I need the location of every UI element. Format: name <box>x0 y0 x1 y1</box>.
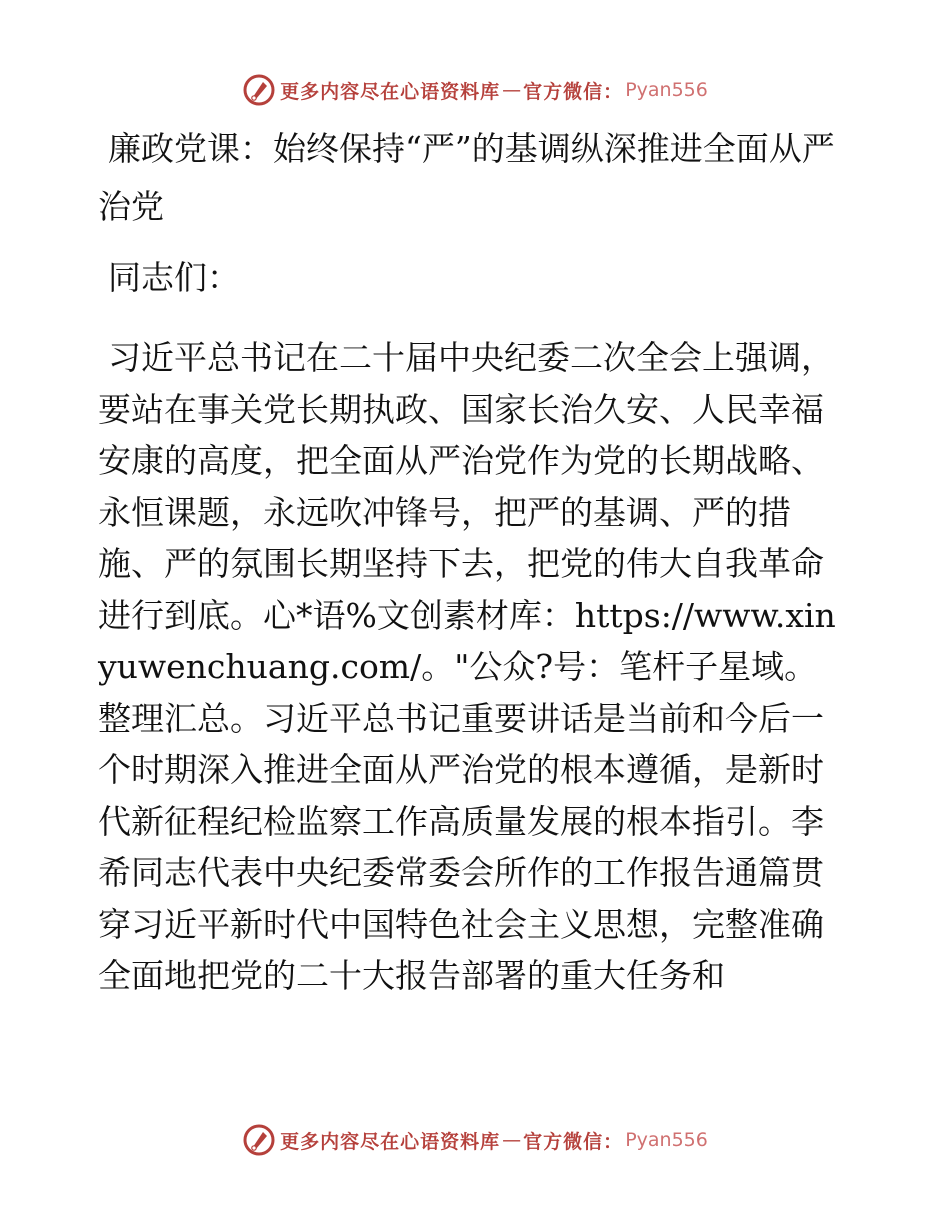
greeting: 同志们： <box>108 258 240 297</box>
footer-banner <box>0 1120 950 1160</box>
banner-text: 更多内容尽在心语资料库 <box>280 80 501 103</box>
document-title: 廉政党课：始终保持“严”的基调纵深推进全面从严治党 <box>98 129 835 226</box>
pen-nib-logo-icon <box>242 1123 276 1157</box>
banner-wechat-id: Pyan556 <box>625 79 708 101</box>
banner-wechat-id: Pyan556 <box>625 1129 708 1151</box>
banner-wechat-label: 官方微信： <box>523 80 624 103</box>
header-banner <box>0 70 950 110</box>
banner-dash: — <box>502 1129 522 1151</box>
body-paragraph: 习近平总书记在二十届中央纪委二次全会上强调，要站在事关党长期执政、国家长治久安、人民幸福安康的高度，把全面从严治党作为党的长期战略、永恒课题，永远吹冲锋号，把严的基调、严的措施、严的氛围长期坚持下去，把党的伟大自我革命进行到底。心*语%文创素材库：https://www.xinyuwenchuang.com/。"公众?号：笔杆子星域。整理汇总。习近平总书记重要讲话是当前和今后一个时期深入推进全面从严治党的根本遵循，是新时代新征程纪检监察工作高质量发展的根本指引。李希同志代表中央纪委常委会所作的工作报告通篇贯穿习近平新时代中国特色社会主义思想，完整准确全面地把党的二十大报告部署的重大任务和 <box>98 338 836 995</box>
banner-dash: — <box>502 79 522 101</box>
pen-nib-logo-icon <box>242 73 276 107</box>
banner-wechat-label: 官方微信： <box>523 1130 624 1153</box>
banner-text: 更多内容尽在心语资料库 <box>280 1130 501 1153</box>
